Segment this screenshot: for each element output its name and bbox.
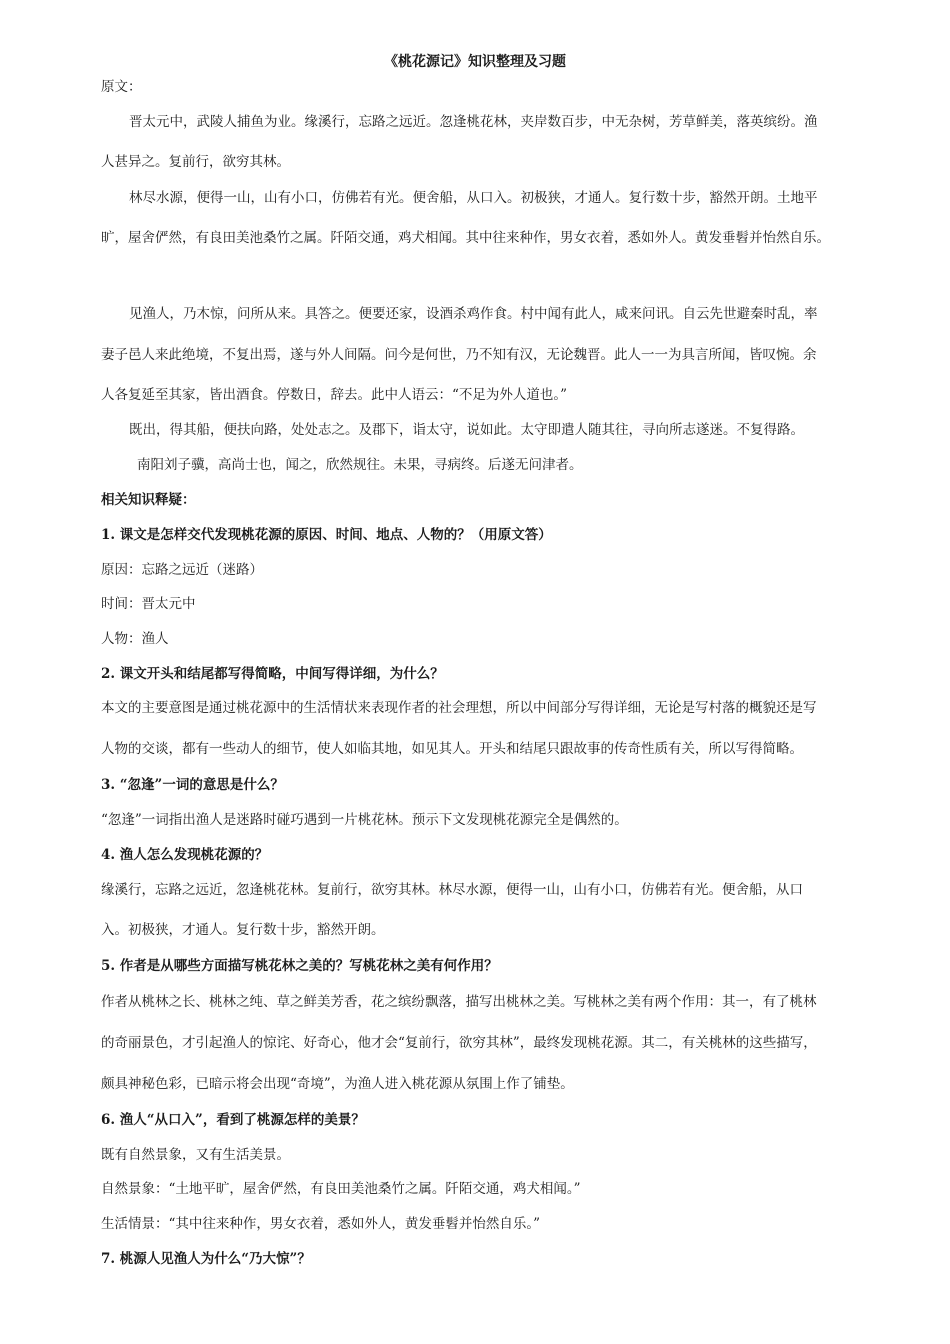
answer-line: 自然景象：“土地平旷，屋舍俨然，有良田美池桑竹之属。阡陌交通，鸡犬相闻。” — [101, 1181, 581, 1197]
answer-line: 原因：忘路之远近（迷路） — [101, 562, 263, 578]
answer-line: 缘溪行，忘路之远近，忽逢桃花林。复前行，欲穷其林。林尽水源，便得一山，山有小口，仿佛若有光。便舍船，从口 — [101, 882, 803, 898]
answer-line: 人物的交谈，都有一些动人的细节，使人如临其地，如见其人。开头和结尾只跟故事的传奇性质有关，所以写得简略。 — [101, 741, 803, 757]
section-heading: 相关知识释疑： — [101, 492, 196, 508]
answer-line: 的奇丽景色，才引起渔人的惊诧、好奇心，他才会“复前行，欲穷其林”，最终发现桃花源。其二，有关桃林的这些描写， — [101, 1035, 817, 1051]
question-7: 7. 桃源人见渔人为什么“乃大惊”？ — [101, 1251, 311, 1267]
answer-line: 时间：晋太元中 — [101, 596, 196, 612]
question-3: 3. “忽逢”一词的意思是什么？ — [101, 777, 284, 793]
answer-line: 人物：渔人 — [101, 631, 169, 647]
original-paragraph-line: 人甚异之。复前行，欲穷其林。 — [101, 154, 290, 170]
answer-line: 颇具神秘色彩，已暗示将会出现“奇境”，为渔人进入桃花源从氛围上作了铺垫。 — [101, 1076, 574, 1092]
answer-line: 生活情景：“其中往来种作，男女衣着，悉如外人，黄发垂髫并怡然自乐。” — [101, 1216, 541, 1232]
question-6: 6. 渔人“从口入”，看到了桃源怎样的美景？ — [101, 1112, 365, 1128]
question-4: 4. 渔人怎么发现桃花源的？ — [101, 847, 269, 863]
question-1: 1. 课文是怎样交代发现桃花源的原因、时间、地点、人物的？（用原文答） — [101, 527, 552, 543]
original-paragraph-line: 旷，屋舍俨然，有良田美池桑竹之属。阡陌交通，鸡犬相闻。其中往来种作，男女衣着，悉如外人。黄发垂髫并怡然自乐。 — [101, 230, 830, 246]
document-title: 《桃花源记》知识整理及习题 — [384, 54, 566, 70]
original-paragraph-line: 晋太元中，武陵人捕鱼为业。缘溪行，忘路之远近。忽逢桃花林，夹岸数百步，中无杂树，芳草鲜美，落英缤纷。渔 — [129, 114, 818, 130]
question-2: 2. 课文开头和结尾都写得简略，中间写得详细，为什么？ — [101, 666, 444, 682]
original-paragraph-line: 林尽水源，便得一山，山有小口，仿佛若有光。便舍船，从口入。初极狭，才通人。复行数十步，豁然开朗。土地平 — [129, 190, 818, 206]
answer-line: “忽逢”一词指出渔人是迷路时碰巧遇到一片桃花林。预示下文发现桃花源完全是偶然的。 — [101, 812, 628, 828]
answer-line: 既有自然景象，又有生活美景。 — [101, 1147, 290, 1163]
answer-line: 本文的主要意图是通过桃花源中的生活情状来表现作者的社会理想，所以中间部分写得详细，无论是写村落的概貌还是写 — [101, 700, 817, 716]
question-5: 5. 作者是从哪些方面描写桃花林之美的？写桃花林之美有何作用？ — [101, 958, 498, 974]
original-paragraph-line: 既出，得其船，便扶向路，处处志之。及郡下，诣太守，说如此。太守即遣人随其往，寻向所志遂迷。不复得路。 — [129, 422, 804, 438]
answer-line: 入。初极狭，才通人。复行数十步，豁然开朗。 — [101, 922, 385, 938]
original-text-label: 原文： — [101, 79, 142, 95]
original-paragraph-line: 南阳刘子骥，高尚士也，闻之，欣然规往。未果，寻病终。后遂无问津者。 — [137, 457, 583, 473]
original-paragraph-line: 人各复延至其家，皆出酒食。停数日，辞去。此中人语云：“不足为外人道也。” — [101, 387, 568, 403]
answer-line: 作者从桃林之长、桃林之纯、草之鲜美芳香，花之缤纷飘落，描写出桃林之美。写桃林之美有两个作用：其一，有了桃林 — [101, 994, 817, 1010]
original-paragraph-line: 妻子邑人来此绝境，不复出焉，遂与外人间隔。问今是何世，乃不知有汉，无论魏晋。此人一一为具言所闻，皆叹惋。余 — [101, 347, 817, 363]
original-paragraph-line: 见渔人，乃木惊，问所从来。具答之。便要还家，设酒杀鸡作食。村中闻有此人，咸来问讯。自云先世避秦时乱，率 — [129, 306, 818, 322]
